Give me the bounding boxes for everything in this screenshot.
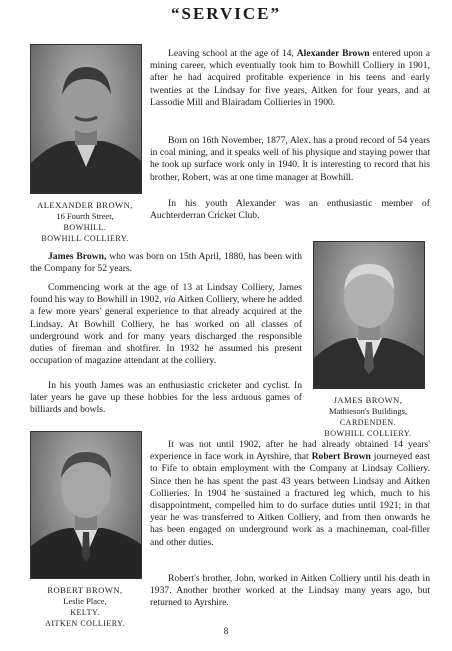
caption-town: BOWHILL. (63, 223, 107, 232)
caption-name: ROBERT BROWN, (47, 585, 123, 595)
caption-alexander-brown (20, 200, 150, 244)
caption-colliery: BOWHILL COLLIERY. (324, 429, 412, 438)
caption-address: Leslie Place, (63, 596, 107, 606)
robert-paragraph-1 (150, 439, 430, 549)
text-run: It was not until 1902, after he had already obtained 14 years' experience in face work in Ayrshire, that (150, 439, 430, 463)
person-name: Robert Brown (311, 451, 371, 463)
text-run: entered upon a mining career, which eventually took him to Bowhill Colliery in 1901, after he had acquired profitable experience in his teens and early twenties at the Lindsay for five years, Aitken for four years, and at Lassodie Mill and Blairadam Collieries in 1900. (150, 48, 430, 108)
caption-colliery: BOWHILL COLLIERY. (41, 234, 129, 243)
alexander-paragraph-2: Born on 16th November, 1877, Alex. has a proud record of 54 years in coal mining, and it speaks well of his physique and staying power that he took up surface work only in 1940. It is interesting to record that his brother, Robert, was at one time manager at Bowhill. (150, 135, 430, 183)
portrait-robert-brown (30, 431, 142, 579)
james-paragraph-1 (30, 251, 302, 275)
caption-town: CARDENDEN. (339, 418, 397, 427)
text-run: Aitken Colliery, where he added a few more years' general experience to that already acquired at the Lindsay. At Bowhill Colliery, he has worked on all classes of underground work and for many years discharged the responsible duties of fireman and shotfirer. In 1932 he assumed his present occupation of magazine attendant at the colliery. (30, 294, 302, 367)
caption-colliery: AITKEN COLLIERY. (45, 619, 125, 628)
caption-name: JAMES BROWN, (333, 395, 403, 405)
person-name: James Brown, (48, 251, 107, 262)
text-run: Leaving school at the age of 14, (168, 48, 297, 59)
caption-town: KELTY. (70, 608, 100, 617)
caption-name: ALEXANDER BROWN, (37, 200, 133, 210)
text-run: Commencing work at the age of 13 at Lindsay Colliery, James found his way to Bowhill in 1902, (30, 282, 302, 306)
robert-paragraph-2: Robert's brother, John, worked in Aitken Colliery until his death in 1937. Another brother worked at the Lindsay many years ago, but returned to Ayrshire. (150, 573, 430, 609)
portrait-alexander-brown (30, 44, 142, 194)
caption-james-brown (303, 395, 433, 439)
alexander-paragraph-3: In his youth Alexander was an enthusiastic member of Auchterderran Cricket Club. (150, 198, 430, 222)
james-paragraph-2 (30, 282, 302, 367)
james-paragraph-3: In his youth James was an enthusiastic cricketer and cyclist. In later years he gave up these hobbies for the less arduous games of billiards and bowls. (30, 380, 302, 416)
caption-address: 16 Fourth Street, (56, 211, 114, 221)
caption-robert-brown (20, 585, 150, 629)
page-title: “SERVICE” (171, 4, 281, 23)
text-run: who was born on 15th April, 1880, has been with the Company for 52 years. (30, 251, 302, 275)
portrait-james-brown (313, 241, 425, 389)
page-number: 8 (223, 626, 229, 636)
caption-address: Mathieson's Buildings, (328, 406, 408, 416)
text-run: journeyed east to Fife to obtain employment with the Company at Lindsay Colliery. Since then he has spent the past 43 years between Lindsay and Aitken Collieries. In 1904 he sustained a fractured leg which, much to his disappointment, compelled him to do surface duties until 1921; in that year he was transferred to Aitken Colliery, and from then onwards he has been engaged on underground work as a machineman, coal-filler and other duties. (150, 451, 430, 548)
italic-word: via (163, 294, 176, 306)
alexander-paragraph-1 (150, 48, 430, 109)
person-name: Alexander Brown (296, 48, 370, 59)
